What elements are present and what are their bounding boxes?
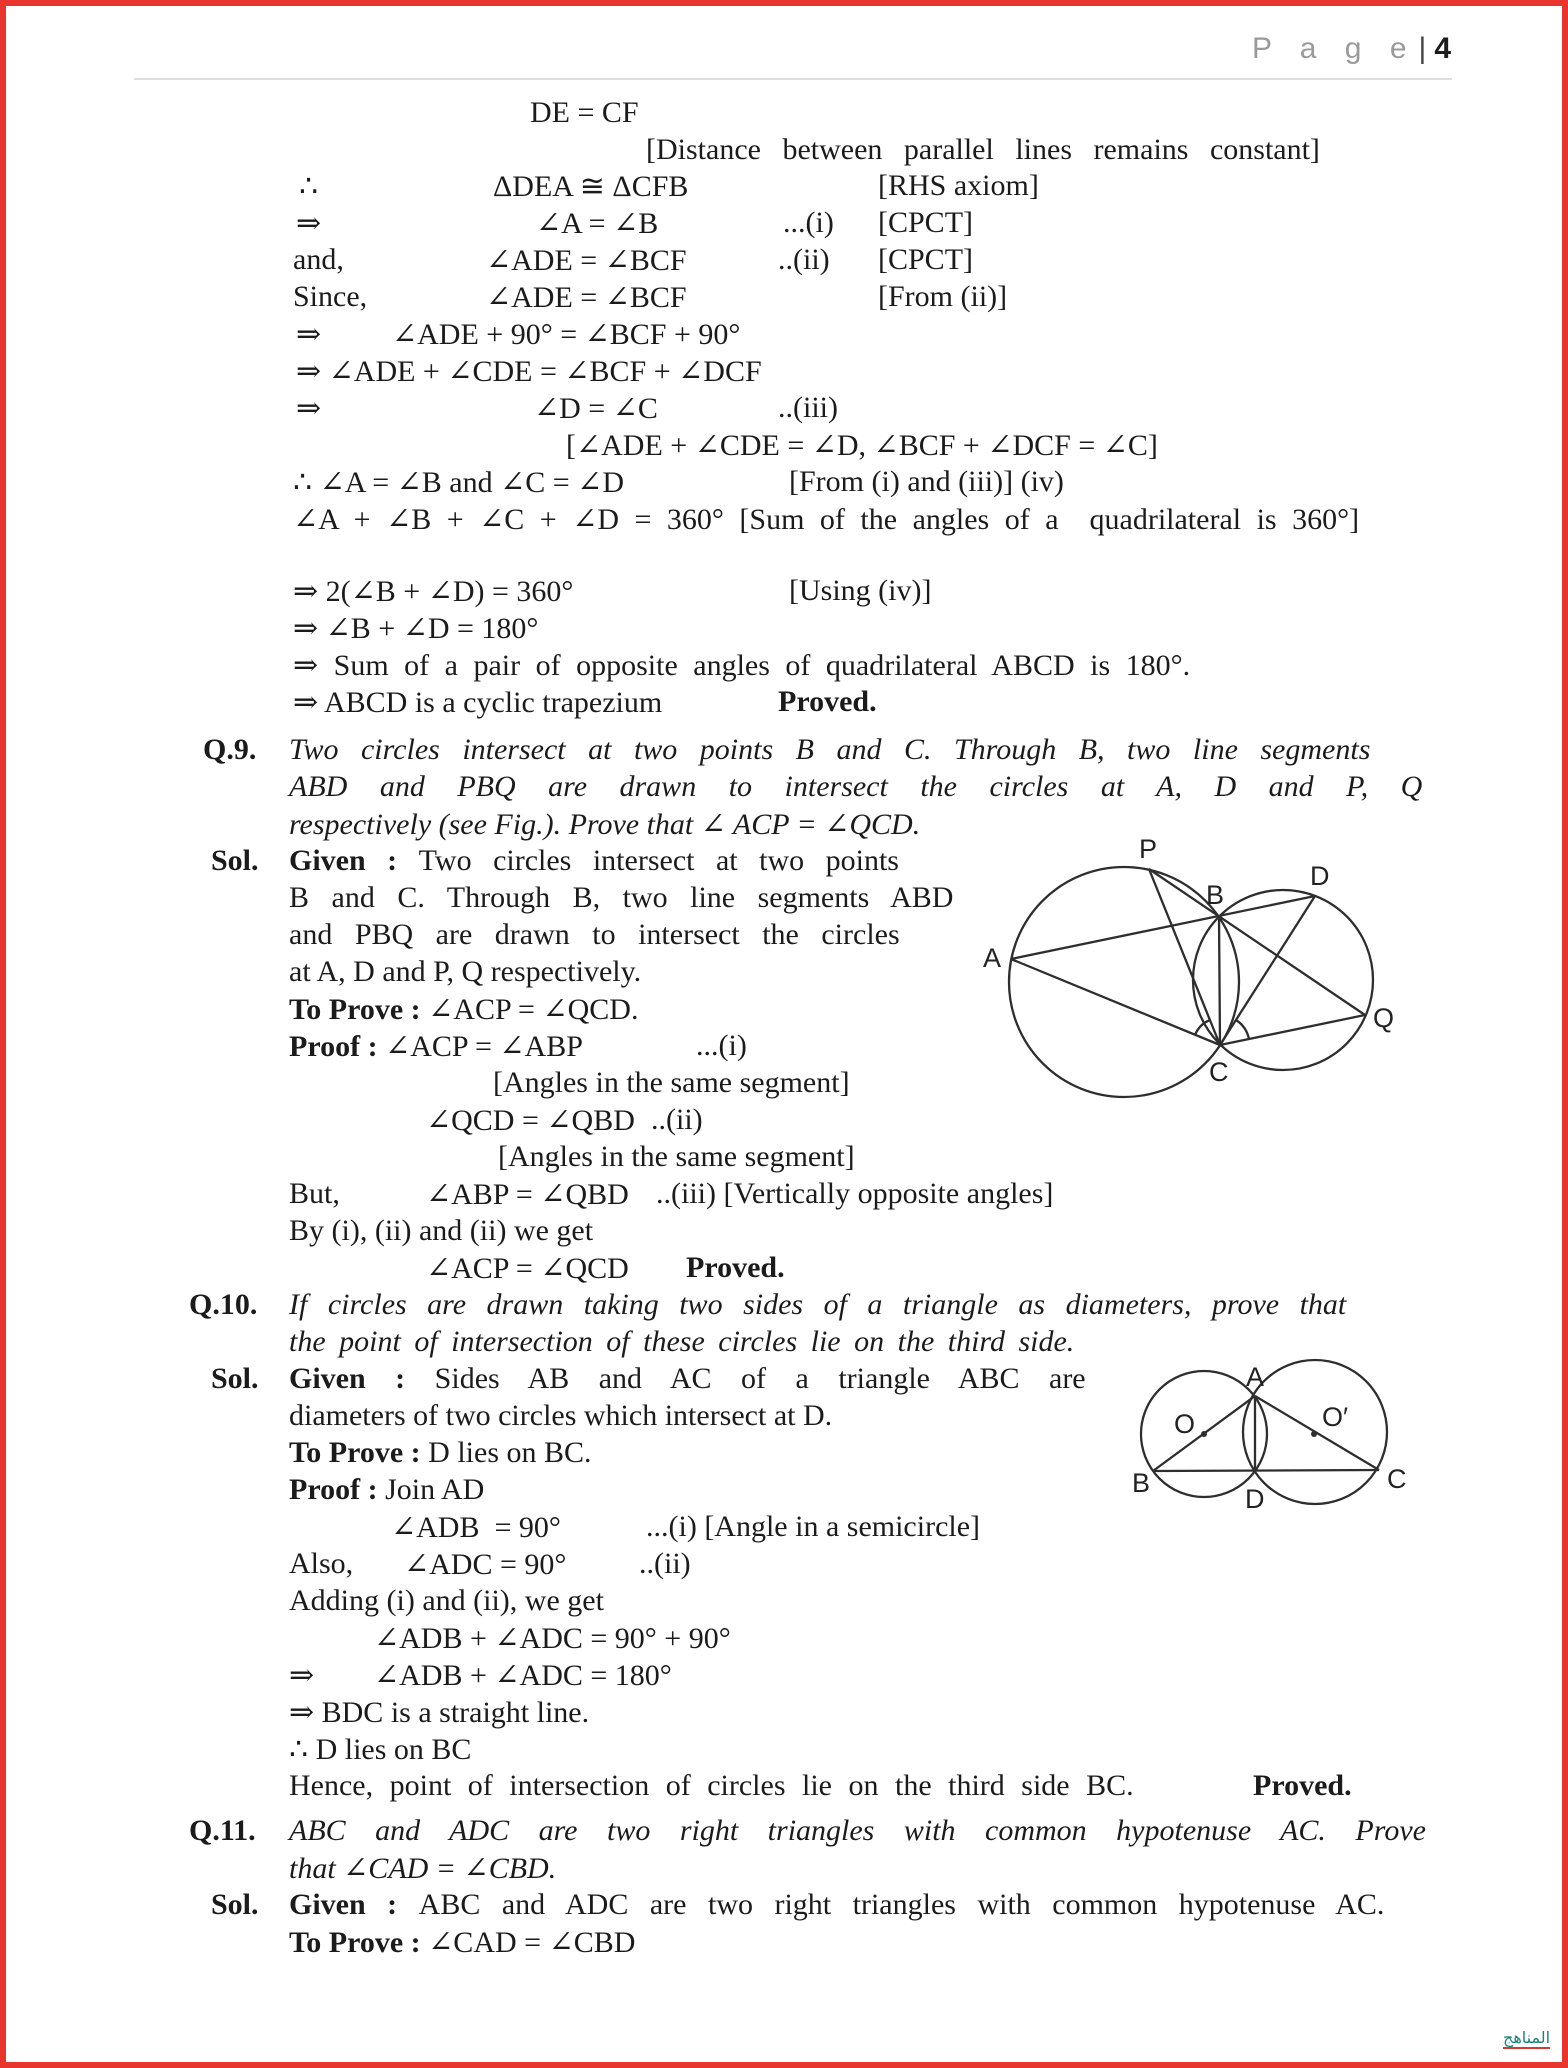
bracket-note: [Angles in the same segment] <box>493 1066 850 1099</box>
question-text: If circles are drawn taking two sides of a triangle as diameters, prove that <box>289 1288 1347 1321</box>
math-text: ∠QCD = ∠QBD <box>426 1104 635 1137</box>
proof-line <box>6 133 1562 171</box>
bracket-note: [CPCT] <box>878 243 974 276</box>
question-text: ABC and ADC are two right triangles with common hypotenuse AC. Prove <box>289 1814 1426 1847</box>
math-text: ∠ACP = ∠QCD <box>426 1252 629 1285</box>
point-label-O-prime: O′ <box>1322 1402 1349 1432</box>
point-label-D: D <box>1245 1484 1265 1514</box>
point-label-B: B <box>1132 1468 1151 1498</box>
math-text: DE = CF <box>530 96 639 129</box>
math-text: ∠A + ∠B + ∠C + ∠D = 360° [Sum of the angles of a quadrilateral is 360°] <box>293 503 1360 536</box>
body-text: Hence, point of intersection of circles lie on the third side BC. <box>289 1769 1134 1802</box>
math-text: ∠ACP = ∠ABP <box>385 1030 583 1063</box>
point-label-O: O <box>1174 1409 1196 1439</box>
eq-ref: ..(ii) <box>651 1103 703 1136</box>
given-line <box>289 1888 1384 1922</box>
math-text: ⇒ ∠B + ∠D = 180° <box>293 612 539 645</box>
eq-ref: ...(i) <box>783 206 834 239</box>
given-text: and PBQ are drawn to intersect the circles <box>289 918 900 951</box>
line-BC <box>1153 1470 1379 1471</box>
connector-word: But, <box>289 1177 340 1210</box>
question-text: that ∠CAD = ∠CBD. <box>289 1852 557 1885</box>
math-text: ∠ADC = 90° <box>404 1548 567 1581</box>
question-number: Q.10. <box>189 1288 258 1321</box>
body-text: Join AD <box>385 1473 485 1506</box>
proof-line <box>6 428 1562 466</box>
toprove-label: To Prove : <box>289 1926 429 1959</box>
point-label-A: A <box>1246 1362 1265 1392</box>
question-text: respectively (see Fig.). Prove that ∠ ACP = ∠QCD. <box>289 808 921 841</box>
math-text: ⇒ Sum of a pair of opposite angles of quadrilateral ABCD is 180°. <box>293 649 1191 682</box>
proof-line <box>6 169 1562 207</box>
bracket-note: [CPCT] <box>878 206 974 239</box>
bracket-note: [RHS axiom] <box>878 169 1039 202</box>
toprove-line <box>289 1436 592 1470</box>
bracket-note: [From (i) and (iii)] (iv) <box>789 465 1064 498</box>
eq-ref: ..(iii) <box>778 391 838 424</box>
given-text: ABC and ADC are two right triangles with common hypotenuse AC. <box>418 1888 1385 1921</box>
question-text: Two circles intersect at two points B and C. Through B, two line segments <box>289 733 1371 766</box>
center-dot-O-prime <box>1311 1431 1317 1437</box>
proof-line <box>6 96 1562 134</box>
toprove-text: ∠ACP = ∠QCD. <box>428 993 639 1026</box>
sol-label: Sol. <box>211 1888 259 1921</box>
proof-line <box>6 574 1562 612</box>
proof-start <box>289 1473 484 1507</box>
question-line <box>6 733 1562 771</box>
figure-q10-circles-on-triangle <box>1106 1338 1466 1558</box>
solution-line <box>6 1732 1562 1770</box>
proof-line <box>6 465 1562 503</box>
page-header <box>6 32 1451 66</box>
proof-line <box>6 280 1562 318</box>
point-label-B: B <box>1206 880 1225 910</box>
figure-q9-intersecting-circles <box>966 828 1426 1128</box>
toprove-text: ∠CAD = ∠CBD <box>428 1926 636 1959</box>
math-text: ⇒ ABCD is a cyclic trapezium <box>293 686 663 719</box>
connector-word: Also, <box>289 1547 354 1580</box>
given-text: Two circles intersect at two points <box>418 844 899 877</box>
body-text: By (i), (ii) and (ii) we get <box>289 1214 594 1247</box>
math-text: ∠ADB + ∠ADC = 180° <box>374 1659 672 1692</box>
proved-label: Proved. <box>778 685 877 718</box>
angle-arc-QCD <box>1236 1020 1249 1039</box>
site-watermark: المناهج <box>1503 2028 1551 2047</box>
sol-label: Sol. <box>211 844 259 877</box>
math-text: ∠ABP = ∠QBD <box>426 1178 629 1211</box>
math-text: ∠ADE + 90° = ∠BCF + 90° <box>392 318 741 351</box>
proof-label: Proof : <box>289 1473 386 1506</box>
bracket-note: [∠ADE + ∠CDE = ∠D, ∠BCF + ∠DCF = ∠C] <box>566 429 1158 462</box>
point-label-D: D <box>1310 861 1330 891</box>
proved-label: Proved. <box>1253 1769 1352 1802</box>
math-text: ∠ADE = ∠BCF <box>486 244 687 277</box>
math-text: ∠ADB = 90° <box>391 1511 561 1544</box>
body-text: ⇒ BDC is a straight line. <box>289 1696 590 1729</box>
solution-line <box>6 1214 1562 1252</box>
implies-symbol: ⇒ <box>289 1659 315 1692</box>
page-header-label: P a g e <box>1251 32 1417 65</box>
implies-symbol: ⇒ <box>296 392 322 425</box>
given-label: Given : <box>289 1362 435 1395</box>
eq-ref: ..(ii) <box>639 1547 691 1580</box>
proof-line <box>6 611 1562 649</box>
solution-line <box>6 1769 1562 1807</box>
bracket-note: [From (ii)] <box>878 280 1008 313</box>
implies-symbol: ⇒ <box>296 318 322 351</box>
point-label-P: P <box>1139 834 1158 864</box>
question-line <box>6 1851 1562 1889</box>
sol-label: Sol. <box>211 1362 259 1395</box>
math-text: ∠ADB + ∠ADC = 90° + 90° <box>374 1622 731 1655</box>
toprove-label: To Prove : <box>289 993 429 1026</box>
question-line <box>6 1814 1562 1852</box>
proved-label: Proved. <box>686 1251 785 1284</box>
given-text: at A, D and P, Q respectively. <box>289 955 642 988</box>
question-line <box>6 1288 1562 1326</box>
math-text: ⇒ 2(∠B + ∠D) = 360° <box>293 575 574 608</box>
implies-symbol: ⇒ <box>296 207 322 240</box>
given-label: Given : <box>289 1888 419 1921</box>
point-label-Q: Q <box>1373 1003 1395 1033</box>
math-text: ΔDEA ≅ ΔCFB <box>493 170 689 203</box>
toprove-line <box>289 992 638 1027</box>
line-PBQ <box>1149 869 1365 1015</box>
proof-line <box>6 317 1562 355</box>
solution-line <box>6 1584 1562 1622</box>
line-AC <box>1011 959 1220 1045</box>
page-number: 4 <box>1434 32 1451 65</box>
math-text: ∠ADE = ∠BCF <box>486 281 687 314</box>
solution-line <box>6 1251 1562 1289</box>
bracket-note: [Distance between parallel lines remains constant] <box>646 133 1320 166</box>
math-text: ⇒ ∠ADE + ∠CDE = ∠BCF + ∠DCF <box>296 355 762 388</box>
solution-line <box>6 1695 1562 1733</box>
proof-line <box>6 391 1562 429</box>
connector-word: Since, <box>293 280 368 313</box>
given-text: B and C. Through B, two line segments ABD <box>289 881 954 914</box>
bracket-note: [Using (iv)] <box>789 574 932 607</box>
connector-word: and, <box>293 243 344 276</box>
left-circle <box>1009 867 1239 1097</box>
toprove-line <box>289 1925 635 1960</box>
math-text: ∠D = ∠C <box>534 392 658 425</box>
proof-line <box>6 648 1562 686</box>
eq-ref: ...(i) [Angle in a semicircle] <box>646 1510 981 1543</box>
header-rule <box>134 78 1452 80</box>
question-number: Q.9. <box>203 733 257 766</box>
proof-line <box>6 502 1562 540</box>
question-text: ABD and PBQ are drawn to intersect the circles at A, D and P, Q <box>289 770 1423 803</box>
toprove-label: To Prove : <box>289 1436 429 1469</box>
given-label: Given : <box>289 844 419 877</box>
point-label-C: C <box>1209 1057 1229 1087</box>
proof-line <box>6 354 1562 392</box>
question-text: the point of intersection of these circles lie on the third side. <box>289 1325 1075 1358</box>
math-text: ∴ ∠A = ∠B and ∠C = ∠D <box>293 466 624 499</box>
page-header-divider: | <box>1418 32 1427 65</box>
center-dot-O <box>1201 1431 1207 1437</box>
line-QC <box>1220 1015 1365 1045</box>
solution-line <box>6 1888 1562 1926</box>
body-text: Adding (i) and (ii), we get <box>289 1584 604 1617</box>
eq-ref: ...(i) <box>696 1029 747 1062</box>
eq-ref: ..(iii) [Vertically opposite angles] <box>656 1177 1054 1210</box>
given-line <box>289 1362 1086 1396</box>
therefore-symbol: ∴ <box>299 170 319 203</box>
solution-line <box>6 1177 1562 1215</box>
proof-label: Proof : <box>289 1030 386 1063</box>
proof-line <box>6 206 1562 244</box>
toprove-text: D lies on BC. <box>428 1436 592 1469</box>
point-label-A: A <box>983 943 1002 973</box>
bracket-note: [Angles in the same segment] <box>498 1140 855 1173</box>
body-text: ∴ D lies on BC <box>289 1733 472 1766</box>
question-number: Q.11. <box>189 1814 256 1847</box>
proof-line <box>6 243 1562 281</box>
eq-ref: ..(ii) <box>778 243 830 276</box>
given-text: diameters of two circles which intersect at D. <box>289 1399 833 1432</box>
solution-line <box>6 1925 1562 1963</box>
given-text: Sides AB and AC of a triangle ABC are <box>434 1362 1086 1395</box>
solution-line <box>6 1658 1562 1696</box>
solution-line <box>6 1621 1562 1659</box>
point-label-C: C <box>1387 1464 1407 1494</box>
solution-line <box>6 1140 1562 1178</box>
proof-line <box>6 685 1562 723</box>
line-BC <box>1219 917 1220 1045</box>
line-AC <box>1255 1396 1379 1470</box>
given-line <box>289 844 899 878</box>
proof-start <box>289 1029 583 1064</box>
question-line <box>6 770 1562 808</box>
math-text: ∠A = ∠B <box>536 207 659 240</box>
